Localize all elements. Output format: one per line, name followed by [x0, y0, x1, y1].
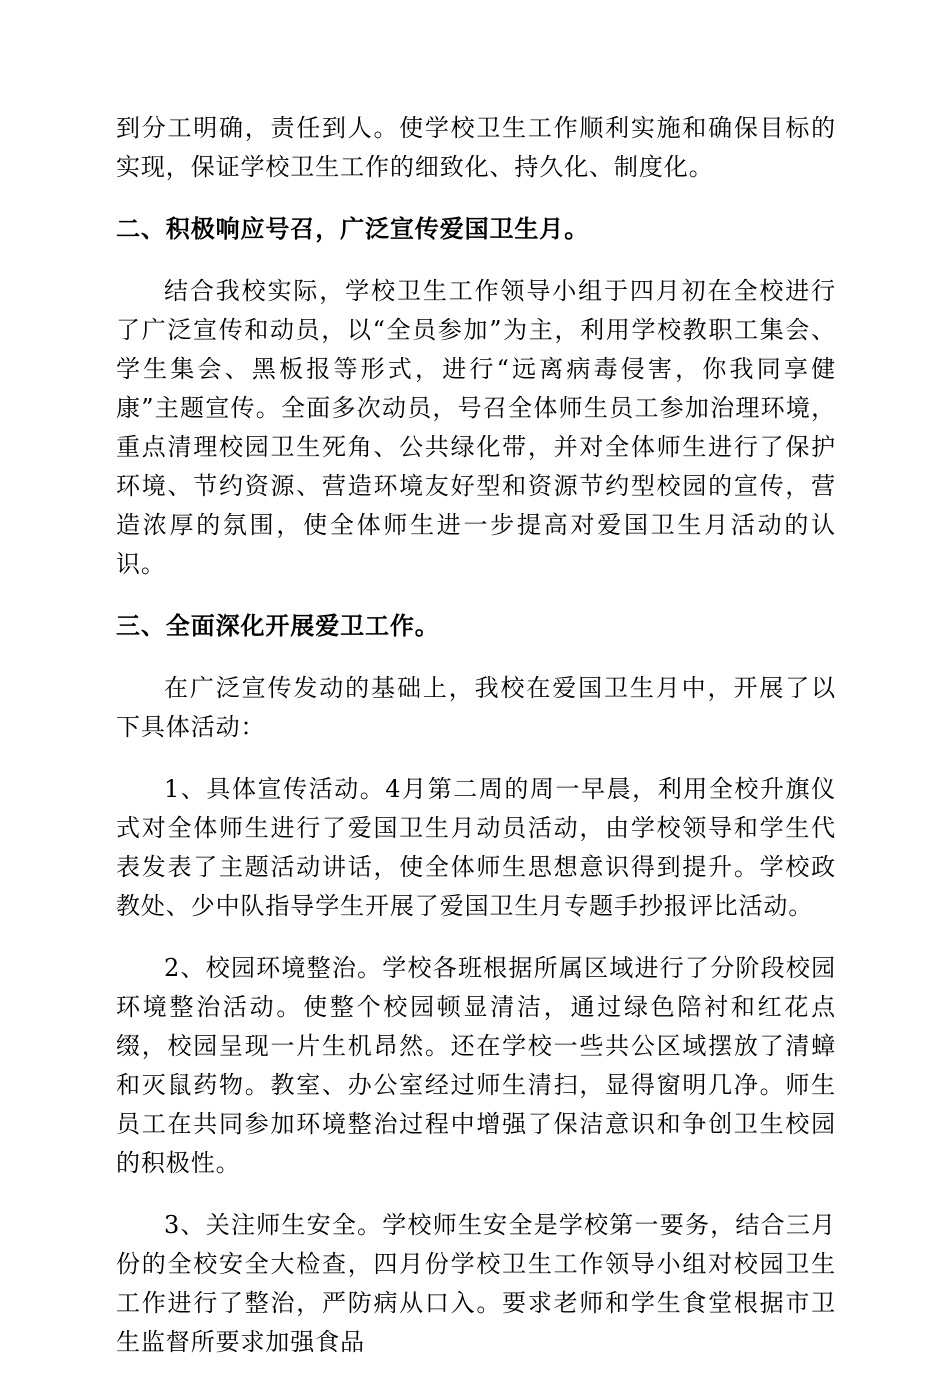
activity-item-2: 2、校园环境整治。学校各班根据所属区域进行了分阶段校园环境整治活动。使整个校园顿显清洁，通过绿色陪衬和红花点缀，校园呈现一片生机昂然。还在学校一些共公区域摆放了清蟑和灭鼠药物。教室、办公室经过师生清扫，显得窗明几净。师生员工在共同参加环境整治过程中增强了保洁意识和争创卫生校园的积极性。: [116, 954, 836, 1177]
activity-item-1: 1、具体宣传活动。4月第二周的周一早晨，利用全校升旗仪式对全体师生进行了爱国卫生月动员活动，由学校领导和学生代表发表了主题活动讲话，使全体师生思想意识得到提升。学校政教处、少中队指导学生开展了爱国卫生月专题手抄报评比活动。: [116, 775, 836, 920]
activity-item-3: 3、关注师生安全。学校师生安全是学校第一要务，结合三月份的全校安全大检查，四月份学校卫生工作领导小组对校园卫生工作进行了整治，严防病从口入。要求老师和学生食堂根据市卫生监督所要求加强食品: [116, 1211, 836, 1356]
continuation-paragraph: 到分工明确，责任到人。使学校卫生工作顺利实施和确保目标的实现，保证学校卫生工作的细致化、持久化、制度化。: [116, 114, 836, 181]
section-2-body-paragraph: 结合我校实际，学校卫生工作领导小组于四月初在全校进行了广泛宣传和动员，以“全员参加”为主，利用学校教职工集会、学生集会、黑板报等形式，进行“远离病毒侵害，你我同享健康”主题宣传。全面多次动员，号召全体师生员工参加治理环境，重点清理校园卫生死角、公共绿化带，并对全体师生进行了保护环境、节约资源、营造环境友好型和资源节约型校园的宣传，营造浓厚的氛围，使全体师生进一步提高对爱国卫生月活动的认识。: [116, 277, 836, 578]
section-heading-2: 二、积极响应号召，广泛宣传爱国卫生月。: [116, 215, 590, 243]
section-3-intro-paragraph: 在广泛宣传发动的基础上，我校在爱国卫生月中，开展了以下具体活动：: [116, 674, 836, 741]
section-heading-3: 三、全面深化开展爱卫工作。: [116, 612, 440, 640]
document-page: [116, 109, 836, 1385]
